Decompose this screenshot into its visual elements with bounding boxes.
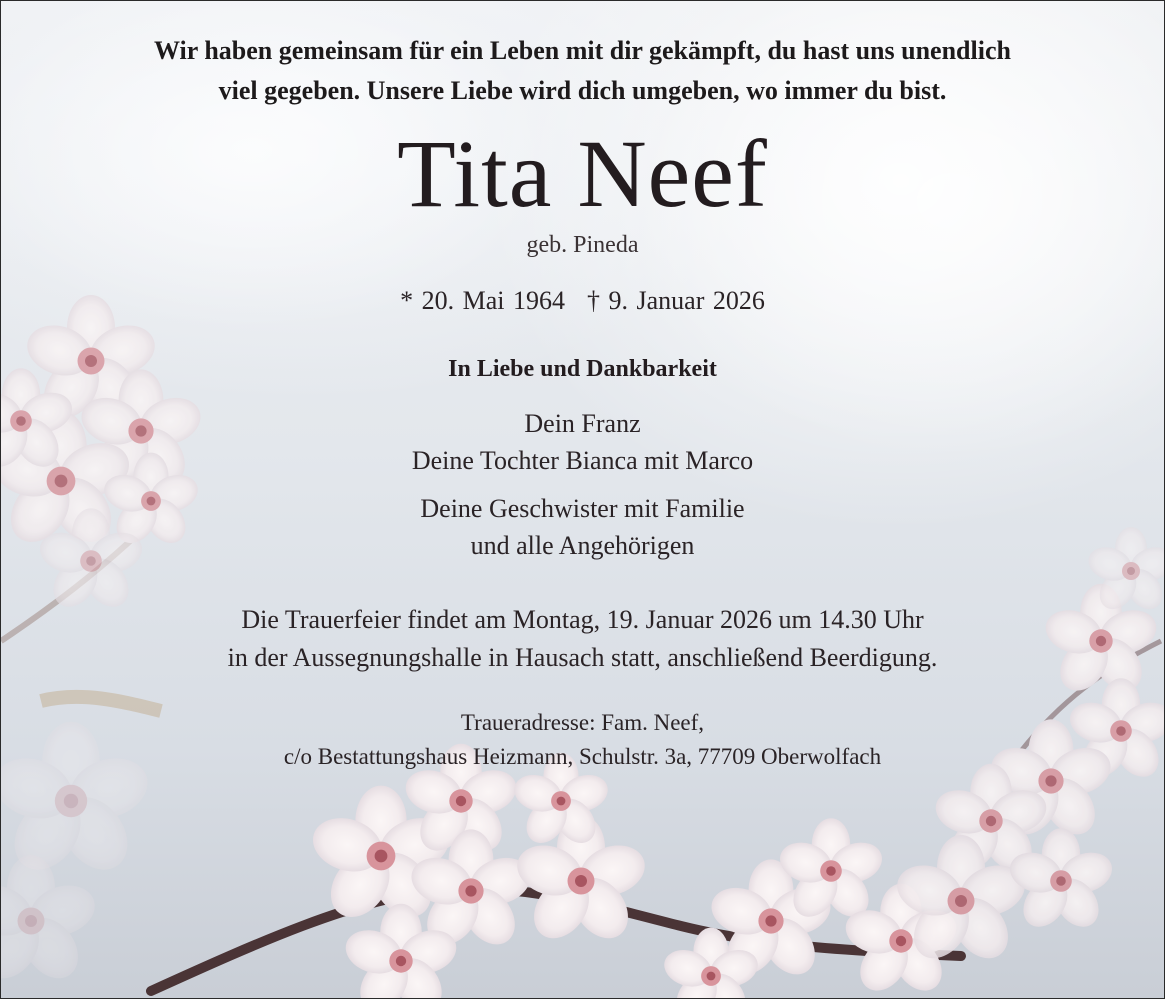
mourner-line-1: Dein Franz bbox=[524, 409, 641, 438]
bottom-blossoms bbox=[306, 744, 962, 998]
address-line-1: Traueradresse: Fam. Neef, bbox=[460, 710, 705, 735]
mourners bbox=[1, 405, 1164, 564]
life-dates bbox=[1, 284, 1164, 318]
mourner-line-2: Deine Tochter Bianca mit Marco bbox=[411, 446, 754, 475]
motto bbox=[1, 31, 1164, 111]
birth-name: geb. Pineda bbox=[526, 232, 639, 258]
deceased-name: Tita Neef bbox=[397, 120, 768, 227]
birth-date: * 20. Mai 1964 bbox=[400, 286, 566, 315]
ceremony-line-1: Die Trauerfeier findet am Montag, 19. Januar 2026 um 14.30 Uhr bbox=[241, 605, 924, 634]
mourner-line-3: Deine Geschwister mit Familie bbox=[420, 494, 745, 523]
ceremony-info bbox=[1, 601, 1164, 677]
mourning-address bbox=[1, 706, 1164, 774]
death-date: † 9. Januar 2026 bbox=[587, 286, 765, 315]
address-line-2: c/o Bestattungshaus Heizmann, Schulstr. 3a, 77709 Oberwolfach bbox=[283, 744, 882, 769]
dedication: In Liebe und Dankbarkeit bbox=[448, 356, 717, 382]
ceremony-line-2: in der Aussegnungshalle in Hausach statt, anschließend Beerdigung. bbox=[227, 643, 938, 672]
motto-line-1: Wir haben gemeinsam für ein Leben mit dir gekämpft, du hast uns unendlich bbox=[154, 36, 1011, 65]
motto-line-2: viel gegeben. Unsere Liebe wird dich umgeben, wo immer du bist. bbox=[218, 76, 947, 105]
mourner-line-4: und alle Angehörigen bbox=[470, 531, 695, 560]
